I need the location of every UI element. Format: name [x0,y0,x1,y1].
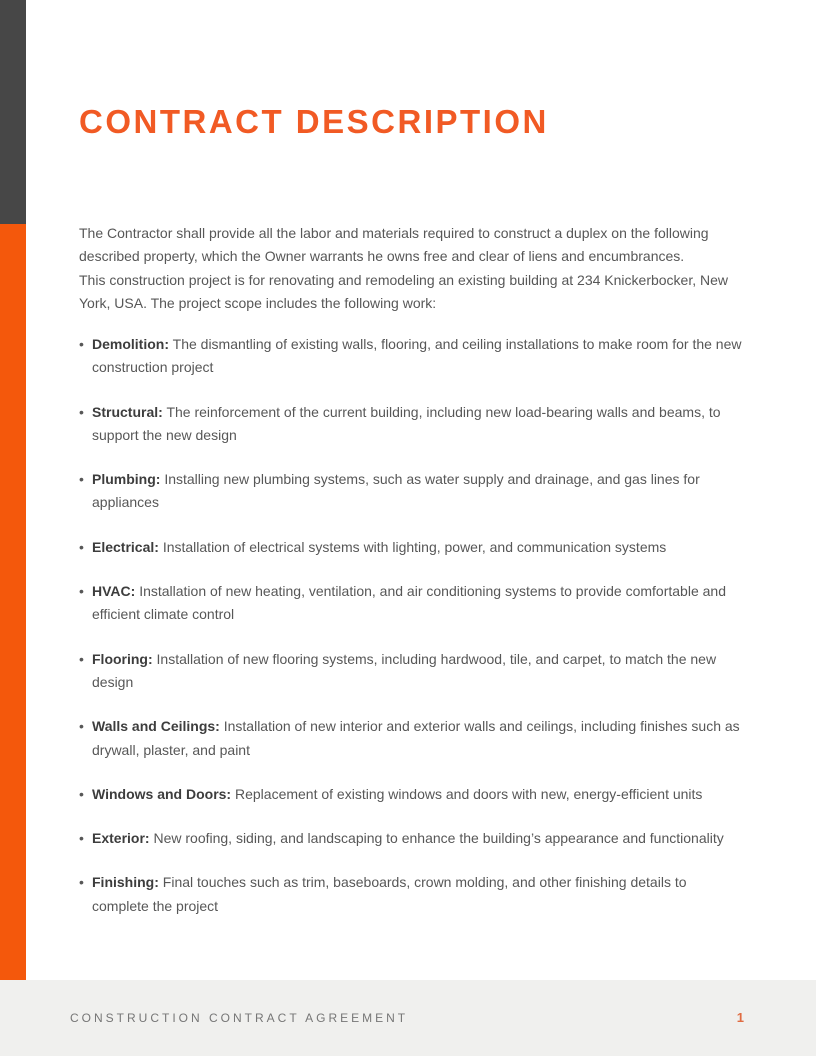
scope-item-label: Plumbing: [92,471,161,488]
bullet-icon: • [79,538,84,555]
page-title: CONTRACT DESCRIPTION [79,103,549,140]
bullet-icon: • [79,471,84,488]
bullet-icon: • [79,583,84,600]
scope-item-label: Structural: [92,403,163,420]
scope-item-label: HVAC: [92,583,136,600]
scope-of-work-list [79,333,744,939]
page-number: 1 [736,1010,744,1025]
scope-item-text: The dismantling of existing walls, flooring, and ceiling installations to make room for the new construction project [92,336,742,376]
scope-item-label: Demolition: [92,336,169,352]
list-item [79,871,744,918]
sidebar-accent-bar-orange [0,224,26,980]
list-item [79,401,744,448]
scope-item-text: Installation of new flooring systems, including hardwood, tile, and carpet, to match the new design [92,650,717,690]
scope-item-text: Replacement of existing windows and doors with new, energy-efficient units [234,785,703,802]
scope-item-label: Flooring: [92,650,153,667]
list-item [79,468,744,515]
scope-item-label: Electrical: [92,538,159,555]
list-item [79,648,744,695]
intro-paragraph [79,222,744,315]
bullet-icon: • [79,403,84,420]
bullet-icon: • [79,830,84,847]
bullet-icon: • [79,336,84,352]
scope-item-text: Final touches such as trim, baseboards, crown molding, and other finishing details to complete the project [92,874,687,914]
scope-item-text: Installing new plumbing systems, such as water supply and drainage, and gas lines for appliances [92,471,700,511]
scope-item-text: Installation of new heating, ventilation, and air conditioning systems to provide comfortable and efficient climate control [92,583,726,623]
scope-item-text: Installation of new interior and exterior walls and ceilings, including finishes such as drywall, plaster, and paint [92,718,740,758]
sidebar-accent-bar-dark [0,0,26,224]
bullet-icon: • [79,650,84,667]
scope-item-label: Finishing: [92,874,159,891]
scope-item-text: New roofing, siding, and landscaping to enhance the building’s appearance and functionality [153,830,724,847]
list-item [79,783,744,806]
list-item [79,715,744,762]
intro-line-1: The Contractor shall provide all the labor and materials required to construct a duplex on the following described property, which the Owner warrants he owns free and clear of liens and encumbrances. [79,225,709,265]
list-item [79,827,744,850]
list-item [79,536,744,559]
scope-item-label: Windows and Doors: [92,785,232,802]
scope-item-label: Exterior: [92,830,150,847]
scope-item-label: Walls and Ceilings: [92,718,220,735]
scope-item-text: Installation of electrical systems with lighting, power, and communication systems [162,538,667,555]
intro-line-2: This construction project is for renovating and remodeling an existing building at 234 Knickerbocker, New York, USA. The project scope includes the following work: [79,271,729,311]
page-footer [0,980,816,1056]
list-item [79,333,744,380]
bullet-icon: • [79,718,84,735]
footer-document-title: CONSTRUCTION CONTRACT AGREEMENT [70,1011,409,1025]
list-item [79,580,744,627]
bullet-icon: • [79,874,84,891]
bullet-icon: • [79,785,84,802]
scope-item-text: The reinforcement of the current building, including new load-bearing walls and beams, to support the new design [92,403,721,443]
